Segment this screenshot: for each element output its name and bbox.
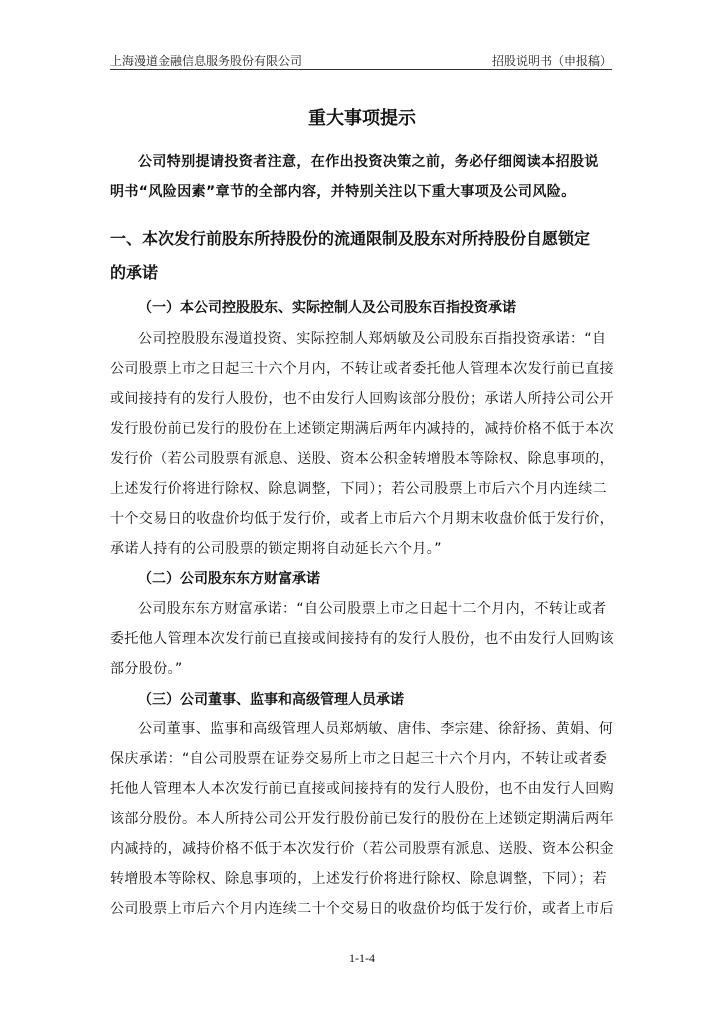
section-1-heading (110, 222, 614, 290)
paragraph-line: 承诺人持有的公司股票的锁定期将自动延长六个月。” (110, 541, 442, 557)
intro-line: 公司特别提请投资者注意，在作出投资决策之前，务必仔细阅读本招股说 (138, 154, 599, 170)
subsection-2-paragraph (110, 594, 612, 684)
paragraph-line: 公司股票上市后六个月内连续二十个交易日的收盘价均低于发行价，或者上市后 (110, 901, 614, 917)
paragraph-line: 发行股份前已发行的股份在上述锁定期满后两年内减持的，减持价格不低于本次 (110, 421, 614, 437)
paragraph-line: 保庆承诺：“自公司股票在证券交易所上市之日起三十六个月内，不转让或者委 (110, 751, 608, 767)
paragraph-line: 公司股东东方财富承诺：“自公司股票上市之日起十二个月内，不转让或者 (138, 601, 607, 617)
paragraph-line: 公司控股股东漫道投资、实际控制人郑炳敏及公司股东百指投资承诺：“自 (138, 331, 607, 347)
paragraph-line: 委托他人管理本次发行前已直接或间接持有的发行人股份，也不由发行人回购该 (110, 631, 614, 647)
paragraph-line: 转增股本等除权、除息事项的，上述发行价将进行除权、除息调整，下同）；若 (110, 871, 607, 887)
header-company-name: 上海漫道金融信息服务股份有限公司 (110, 54, 303, 68)
paragraph-line: 发行价（若公司股票有派息、送股、资本公积金转增股本等除权、除息事项的， (110, 451, 614, 467)
paragraph-line: 托他人管理本人本次发行前已直接或间接持有的发行人股份，也不由发行人回购 (110, 781, 614, 797)
paragraph-line: 公司股票上市之日起三十六个月内，不转让或者委托他人管理本次发行前已直接 (110, 361, 614, 377)
paragraph-line: 公司董事、监事和高级管理人员郑炳敏、唐伟、李宗建、徐舒扬、黄娟、何 (138, 721, 614, 737)
subsection-2-heading: （二）公司股东东方财富承诺 (138, 571, 320, 587)
header-document-type: 招股说明书（申报稿） (491, 54, 612, 68)
section-heading-line: 的承诺 (110, 263, 159, 282)
intro-paragraph (110, 147, 612, 207)
subsection-1-paragraph (110, 324, 612, 564)
paragraph-line: 部分股份。” (110, 661, 183, 677)
paragraph-line: 上述发行价将进行除权、除息调整，下同）；若公司股票上市后六个月内连续二 (110, 481, 607, 497)
paragraph-line: 或间接持有的发行人股份，也不由发行人回购该部分股份；承诺人所持公司公开 (110, 391, 614, 407)
page-title: 重大事项提示 (308, 108, 416, 129)
section-heading-line: 一、本次发行前股东所持股份的流通限制及股东对所持股份自愿锁定 (110, 229, 591, 248)
subsection-1-heading: （一）本公司控股股东、实际控制人及公司股东百指投资承诺 (138, 300, 516, 316)
page-number: 1-1-4 (349, 951, 375, 965)
subsection-3-heading: （三）公司董事、监事和高级管理人员承诺 (138, 692, 404, 708)
paragraph-line: 十个交易日的收盘价均低于发行价，或者上市后六个月期末收盘价低于发行价， (110, 511, 614, 527)
paragraph-line: 内减持的，减持价格不低于本次发行价（若公司股票有派息、送股、资本公积金 (110, 841, 614, 857)
page-header (110, 49, 612, 70)
subsection-3-paragraph (110, 714, 612, 924)
intro-line: 明书“风险因素”章节的全部内容，并特别关注以下重大事项及公司风险。 (110, 184, 576, 200)
paragraph-line: 该部分股份。本人所持公司公开发行股份前已发行的股份在上述锁定期满后两年 (110, 811, 614, 827)
